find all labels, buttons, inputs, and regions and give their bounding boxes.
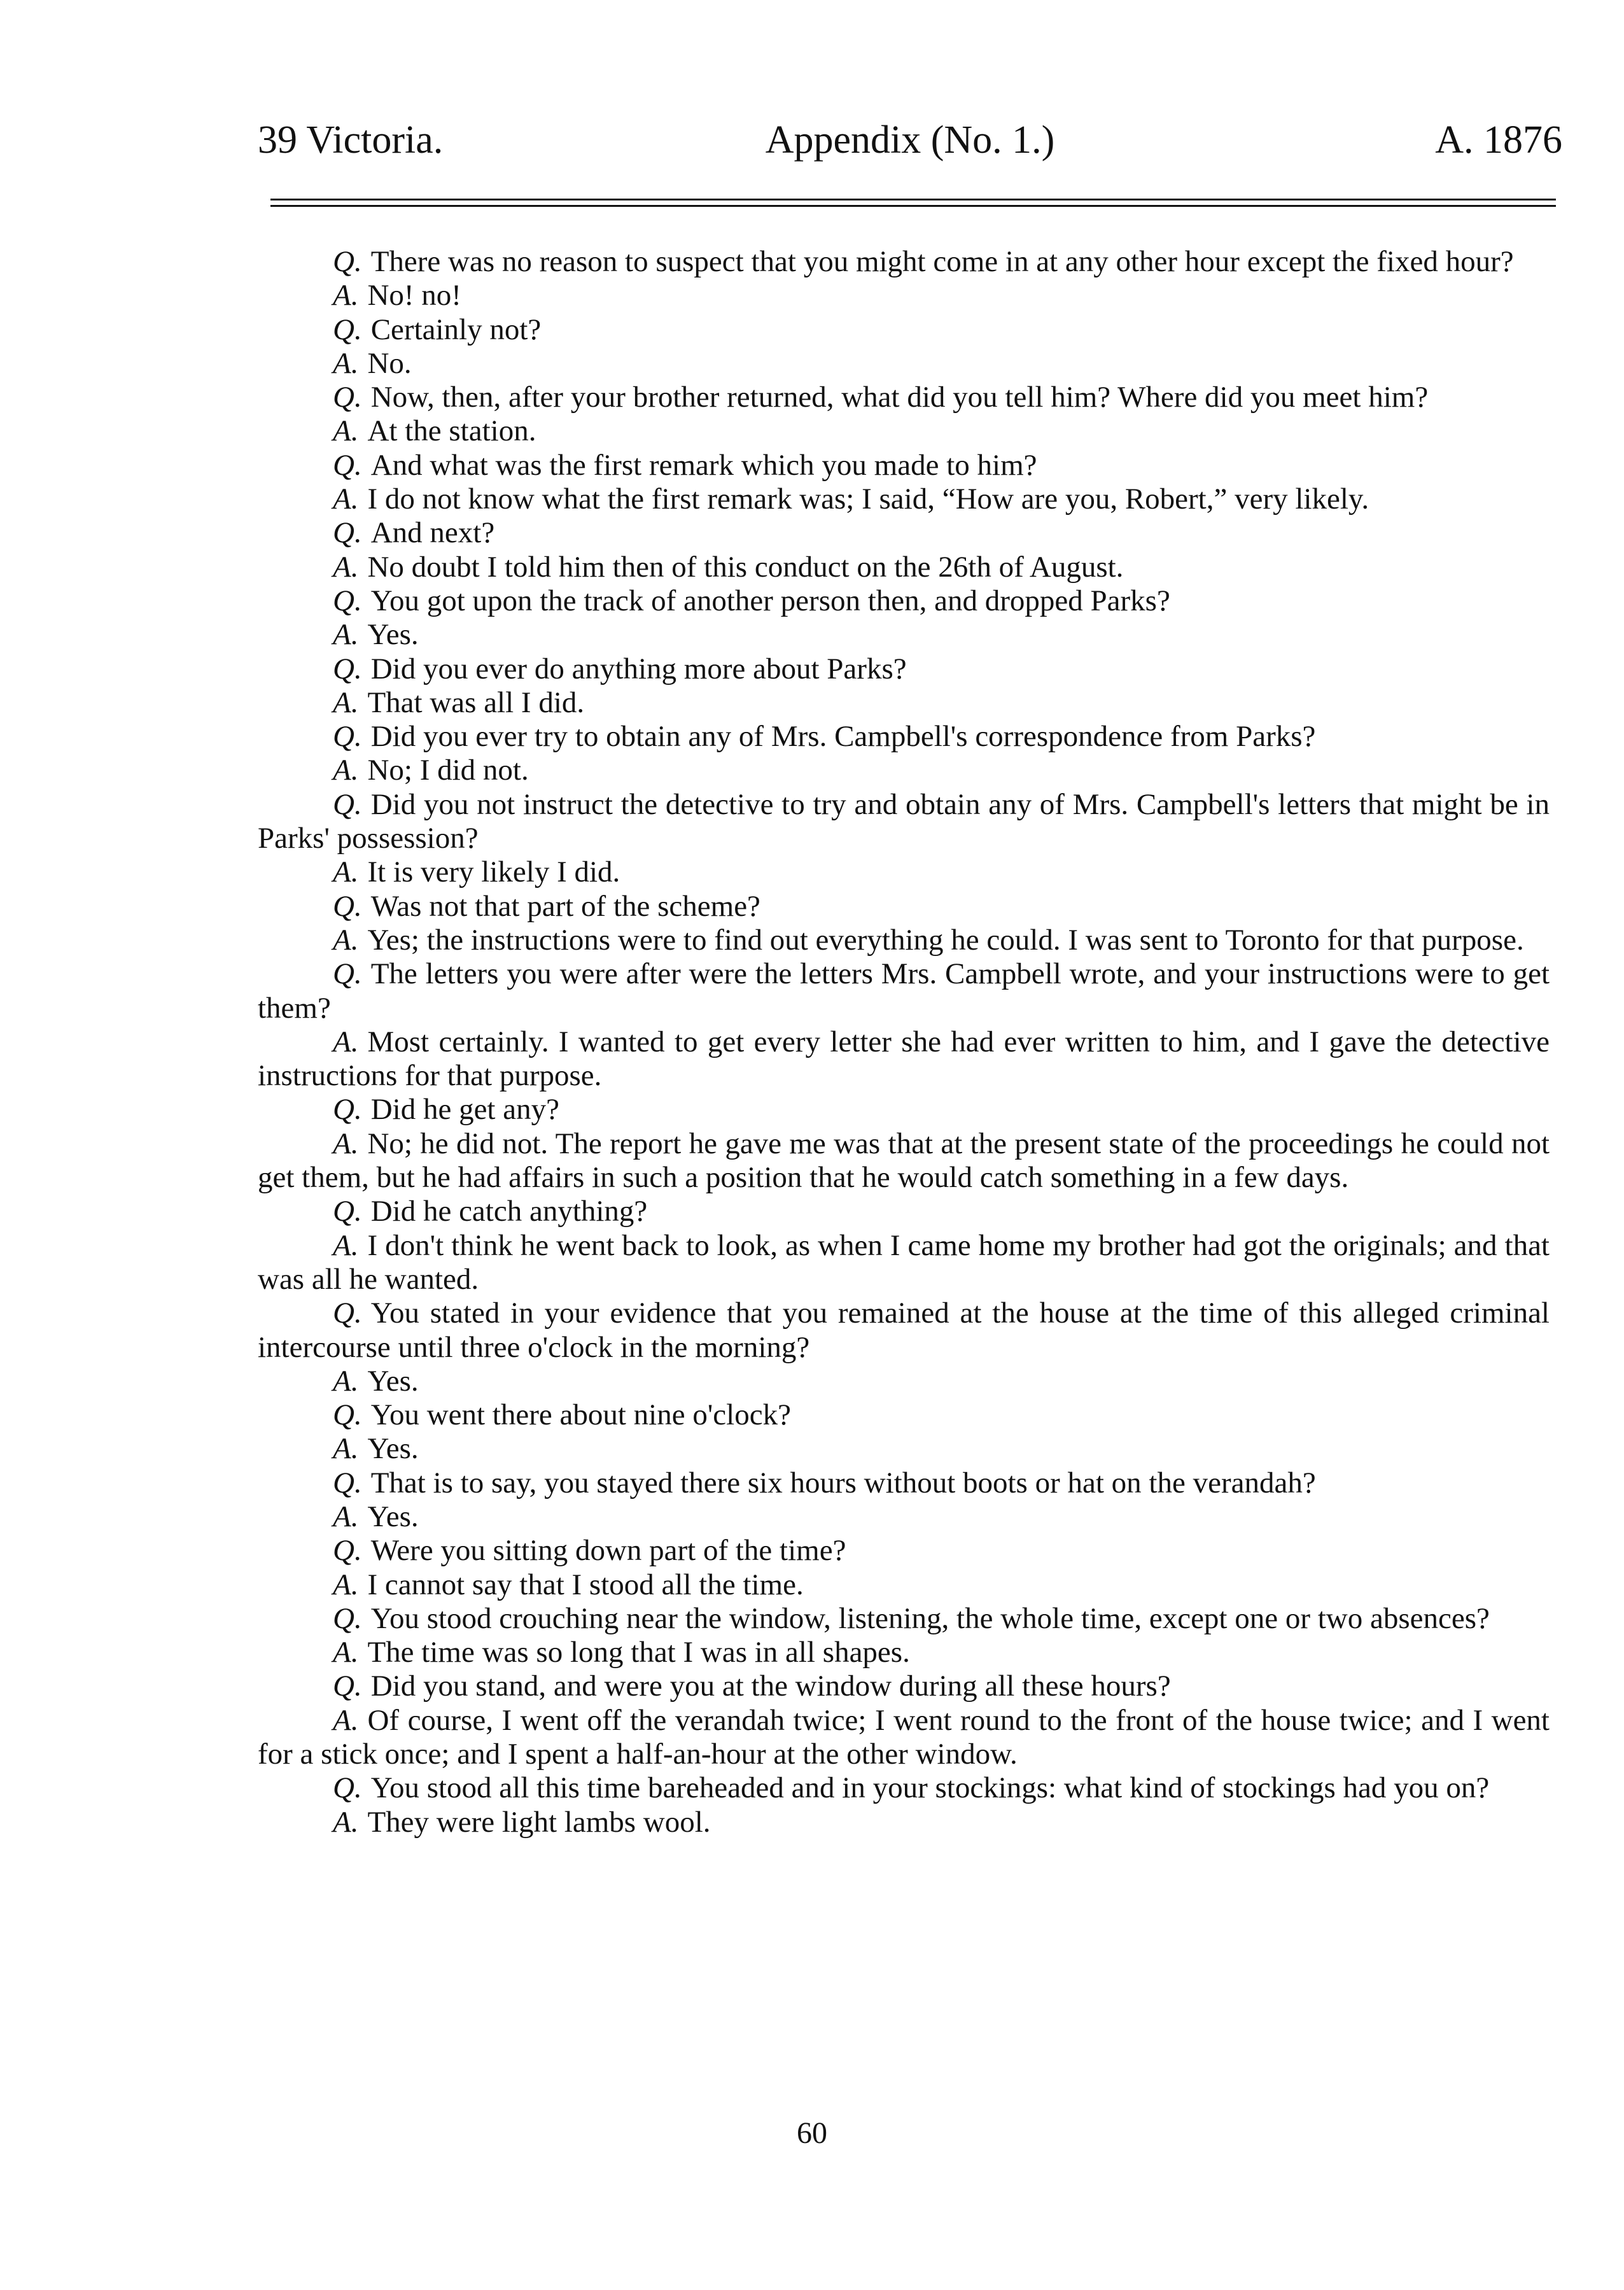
answer-paragraph — [258, 1432, 1550, 1466]
speaker-label: Q. — [333, 448, 362, 482]
paragraph-text: You stood crouching near the window, listening, the whole time, except one or two absences? — [370, 1601, 1490, 1635]
paragraph-text: Were you sitting down part of the time? — [370, 1534, 846, 1568]
speaker-label: Q. — [333, 584, 362, 617]
speaker-label: A. — [333, 685, 359, 719]
question-paragraph — [258, 1669, 1550, 1703]
answer-paragraph — [258, 924, 1550, 957]
question-paragraph — [258, 1771, 1550, 1805]
speaker-label: Q. — [333, 313, 362, 346]
paragraph-text: Did you not instruct the detective to try and obtain any of Mrs. Campbell's letters that might be in Parks' possession? — [258, 787, 1550, 855]
question-paragraph — [258, 1398, 1550, 1432]
speaker-label: Q. — [333, 720, 362, 754]
answer-paragraph — [258, 482, 1550, 516]
speaker-label: A. — [333, 346, 359, 380]
paragraph-text: The time was so long that I was in all shapes. — [367, 1636, 910, 1669]
speaker-label: A. — [333, 1805, 359, 1839]
paragraph-text: I do not know what the first remark was; I said, “How are you, Robert,” very likely. — [367, 482, 1369, 516]
page-number: 60 — [797, 2116, 827, 2150]
answer-paragraph — [258, 1127, 1550, 1195]
paragraph-text: Of course, I went off the verandah twice; I went round to the front of the house twice; and I went for a stick once; and I spent a half-an-hour at the other window. — [258, 1703, 1550, 1771]
speaker-label: Q. — [333, 1669, 362, 1703]
paragraph-text: Did you ever try to obtain any of Mrs. Campbell's correspondence from Parks? — [370, 720, 1316, 754]
question-paragraph — [258, 890, 1550, 924]
paragraph-text: I don't think he went back to look, as when I came home my brother had got the originals; and that was all he wanted. — [258, 1228, 1550, 1296]
speaker-label: Q. — [333, 1601, 362, 1635]
answer-paragraph — [258, 618, 1550, 652]
paragraph-text: Did he get any? — [370, 1093, 559, 1127]
question-paragraph — [258, 1195, 1550, 1228]
paragraph-text: No. — [367, 346, 412, 380]
speaker-label: A. — [333, 550, 359, 584]
speaker-label: Q. — [333, 516, 362, 550]
paragraph-text: Most certainly. I wanted to get every letter she had ever written to him, and I gave the detective instructions for that purpose. — [258, 1025, 1550, 1093]
question-paragraph — [258, 584, 1550, 618]
paragraph-text: No doubt I told him then of this conduct on the 26th of August. — [367, 550, 1124, 584]
speaker-label: A. — [333, 1432, 359, 1466]
header-rule-top — [270, 199, 1556, 200]
question-paragraph — [258, 245, 1550, 279]
paragraph-text: You stood all this time bareheaded and in your stockings: what kind of stockings had you on? — [370, 1771, 1490, 1805]
speaker-label: Q. — [333, 957, 362, 991]
question-paragraph — [258, 652, 1550, 686]
speaker-label: Q. — [333, 1296, 362, 1330]
answer-paragraph — [258, 1025, 1550, 1093]
paragraph-text: Did he catch anything? — [370, 1195, 648, 1228]
paragraph-text: That is to say, you stayed there six hours without boots or hat on the verandah? — [370, 1466, 1316, 1500]
speaker-label: Q. — [333, 787, 362, 821]
paragraph-text: Now, then, after your brother returned, what did you tell him? Where did you meet him? — [370, 381, 1429, 414]
speaker-label: Q. — [333, 245, 362, 278]
answer-paragraph — [258, 686, 1550, 720]
answer-paragraph — [258, 347, 1550, 381]
speaker-label: A. — [333, 1703, 359, 1737]
answer-paragraph — [258, 1806, 1550, 1839]
answer-paragraph — [258, 1365, 1550, 1398]
header-left: 39 Victoria. — [258, 118, 444, 162]
speaker-label: A. — [333, 1636, 359, 1669]
paragraph-text: You got upon the track of another person then, and dropped Parks? — [370, 584, 1170, 617]
speaker-label: Q. — [333, 1398, 362, 1432]
speaker-label: Q. — [333, 1534, 362, 1568]
speaker-label: A. — [333, 855, 359, 889]
speaker-label: Q. — [333, 652, 362, 685]
paragraph-text: No; I did not. — [367, 754, 529, 787]
speaker-label: A. — [333, 754, 359, 787]
paragraph-text: You stated in your evidence that you remained at the house at the time of this alleged criminal intercourse until three o'clock in the morning? — [258, 1296, 1550, 1364]
running-head — [258, 115, 1562, 165]
paragraph-text: Yes. — [367, 1500, 419, 1533]
speaker-label: A. — [333, 1568, 359, 1601]
answer-paragraph — [258, 1568, 1550, 1602]
question-paragraph — [258, 1466, 1550, 1500]
speaker-label: A. — [333, 618, 359, 652]
answer-paragraph — [258, 855, 1550, 889]
speaker-label: Q. — [333, 1093, 362, 1127]
question-paragraph — [258, 1296, 1550, 1365]
paragraph-text: No; he did not. The report he gave me was that at the present state of the proceedings he could not get them, but he had affairs in such a position that he would catch something in a few days. — [258, 1127, 1550, 1195]
paragraph-text: Yes; the instructions were to find out everything he could. I was sent to Toronto for that purpose. — [367, 923, 1524, 957]
speaker-label: A. — [333, 1500, 359, 1533]
question-paragraph — [258, 381, 1550, 414]
paragraph-text: And what was the first remark which you made to him? — [370, 448, 1037, 482]
header-right: A. 1876 — [1435, 118, 1562, 162]
speaker-label: A. — [333, 923, 359, 957]
question-paragraph — [258, 313, 1550, 347]
paragraph-text: No! no! — [367, 279, 461, 313]
question-paragraph — [258, 449, 1550, 482]
speaker-label: Q. — [333, 1195, 362, 1228]
speaker-label: A. — [333, 1127, 359, 1160]
question-paragraph — [258, 788, 1550, 856]
question-paragraph — [258, 516, 1550, 550]
paragraph-text: And next? — [370, 516, 495, 550]
answer-paragraph — [258, 551, 1550, 584]
answer-paragraph — [258, 1229, 1550, 1297]
paragraph-text: It is very likely I did. — [367, 855, 620, 889]
paragraph-text: Yes. — [367, 1364, 419, 1398]
paragraph-text: You went there about nine o'clock? — [370, 1398, 791, 1432]
paragraph-text: That was all I did. — [367, 685, 585, 719]
paragraph-text: I cannot say that I stood all the time. — [367, 1568, 804, 1601]
answer-paragraph — [258, 414, 1550, 448]
speaker-label: A. — [333, 279, 359, 313]
speaker-label: Q. — [333, 1466, 362, 1500]
question-paragraph — [258, 1602, 1550, 1636]
paragraph-text: At the station. — [367, 414, 536, 448]
speaker-label: A. — [333, 414, 359, 448]
question-paragraph — [258, 720, 1550, 754]
answer-paragraph — [258, 754, 1550, 787]
answer-paragraph — [258, 279, 1550, 313]
speaker-label: Q. — [333, 381, 362, 414]
header-center: Appendix (No. 1.) — [765, 118, 1055, 162]
paragraph-text: The letters you were after were the letters Mrs. Campbell wrote, and your instructions were to get them? — [258, 957, 1550, 1025]
paragraph-text: Yes. — [367, 1432, 419, 1466]
question-paragraph — [258, 1534, 1550, 1568]
testimony-text — [258, 245, 1550, 1839]
answer-paragraph — [258, 1636, 1550, 1669]
answer-paragraph — [258, 1500, 1550, 1534]
speaker-label: A. — [333, 1364, 359, 1398]
paragraph-text: They were light lambs wool. — [367, 1805, 711, 1839]
speaker-label: Q. — [333, 889, 362, 923]
speaker-label: A. — [333, 1228, 359, 1262]
question-paragraph — [258, 1093, 1550, 1127]
paragraph-text: There was no reason to suspect that you might come in at any other hour except the fixed hour? — [370, 245, 1514, 278]
paragraph-text: Was not that part of the scheme? — [370, 889, 760, 923]
speaker-label: A. — [333, 482, 359, 516]
paragraph-text: Did you stand, and were you at the window during all these hours? — [370, 1669, 1171, 1703]
speaker-label: A. — [333, 1025, 359, 1058]
answer-paragraph — [258, 1704, 1550, 1772]
paragraph-text: Yes. — [367, 618, 419, 652]
paragraph-text: Certainly not? — [370, 313, 542, 346]
speaker-label: Q. — [333, 1771, 362, 1805]
question-paragraph — [258, 957, 1550, 1025]
header-rule-bottom — [270, 205, 1556, 207]
paragraph-text: Did you ever do anything more about Parks? — [370, 652, 907, 685]
